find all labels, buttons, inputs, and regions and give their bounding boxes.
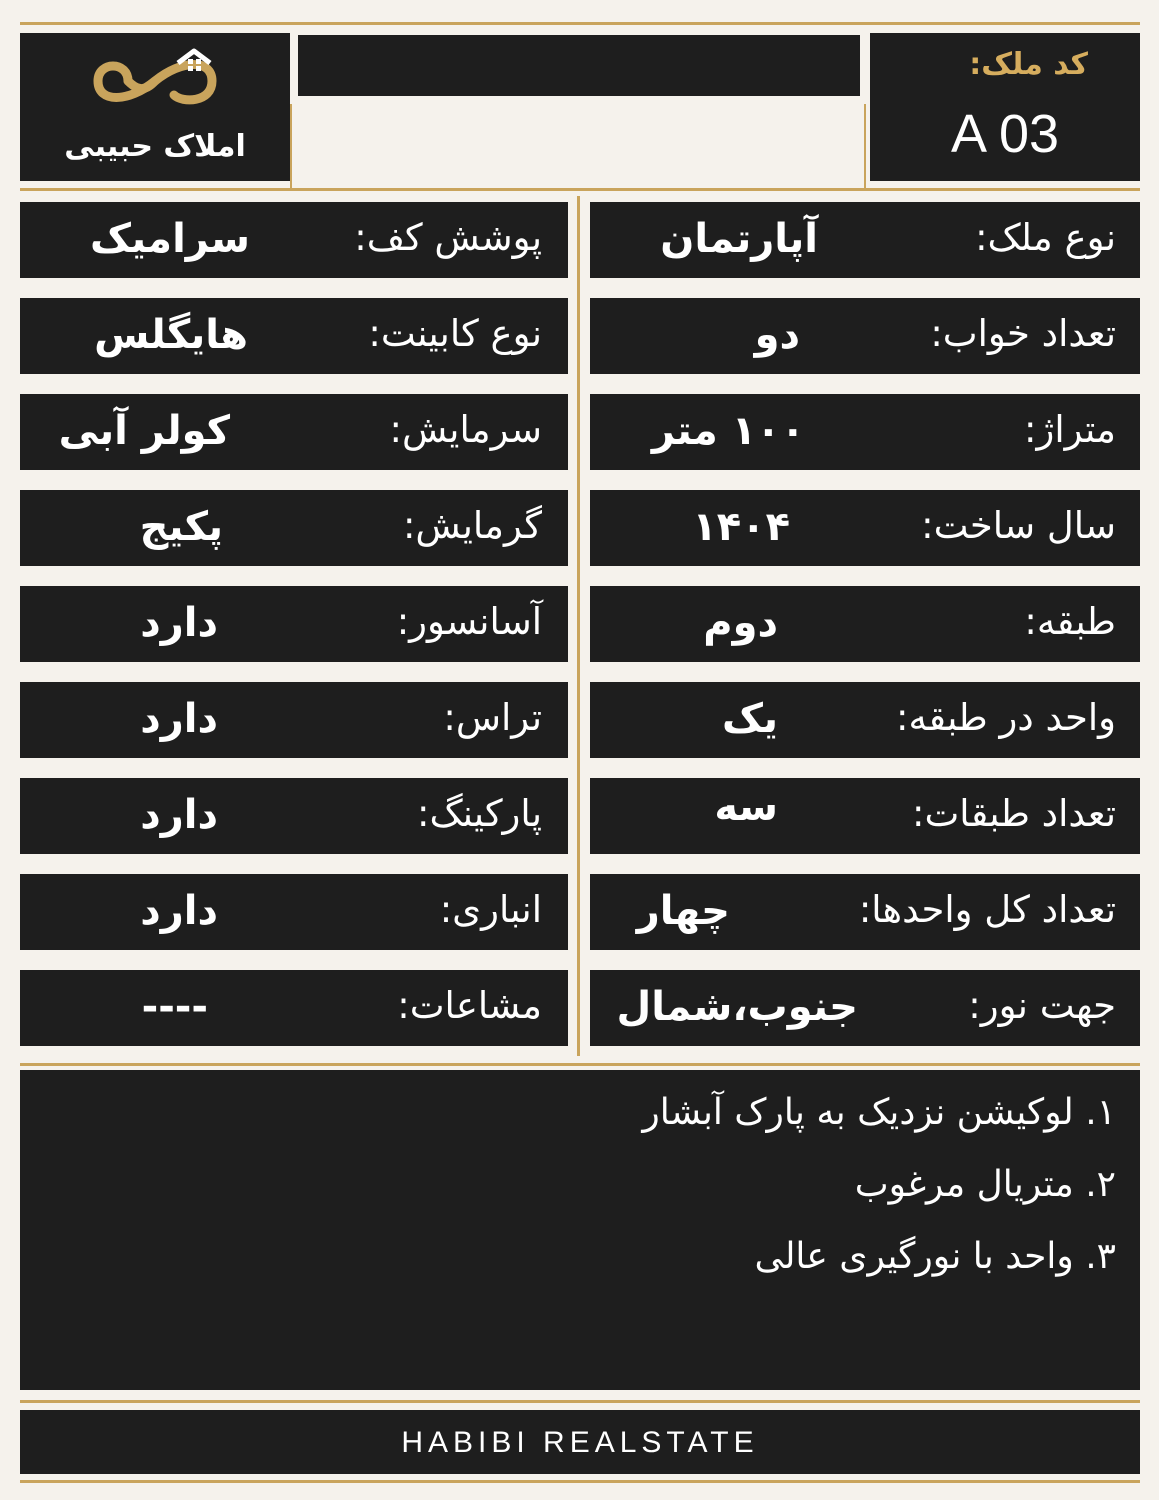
row-value: دارد — [140, 888, 218, 934]
row-value: پکیج — [139, 504, 223, 550]
row-property-type — [590, 202, 1140, 278]
row-label: آسانسور: — [396, 600, 542, 643]
note-item: ۲. متریال مرغوب — [854, 1164, 1116, 1205]
row-value: یک — [722, 696, 778, 742]
row-label: طبقه: — [1024, 600, 1116, 643]
notes-panel — [20, 1070, 1140, 1390]
row-value: ۱۴۰۴ — [692, 504, 790, 550]
row-label: مشاعات: — [397, 984, 542, 1027]
row-terrace — [20, 682, 568, 758]
row-value: ---- — [141, 984, 208, 1030]
row-label: تراس: — [443, 696, 542, 739]
row-parking — [20, 778, 568, 854]
row-bedrooms — [590, 298, 1140, 374]
infinity-house-logo-icon — [88, 41, 222, 125]
row-label: گرمایش: — [402, 504, 542, 547]
logo-panel — [20, 33, 290, 181]
notes-gold-line — [20, 1063, 1140, 1066]
row-label: واحد در طبقه: — [896, 696, 1116, 739]
row-total-floors — [590, 778, 1140, 854]
row-value: کولر آبی — [58, 408, 230, 454]
row-label: نوع کابینت: — [368, 312, 542, 355]
row-cabinet-type — [20, 298, 568, 374]
row-value: ۱۰۰ متر — [651, 408, 805, 454]
row-label: تعداد طبقات: — [912, 792, 1116, 835]
row-total-units — [590, 874, 1140, 950]
row-area — [590, 394, 1140, 470]
row-value: دوم — [703, 600, 778, 646]
row-value: هایگلس — [94, 312, 248, 358]
row-label: پوشش کف: — [354, 216, 542, 259]
row-label: جهت نور: — [968, 984, 1116, 1027]
title-frame — [290, 104, 866, 190]
footer-gold-line-bottom — [20, 1480, 1140, 1483]
row-label: انباری: — [439, 888, 542, 931]
row-label: سال ساخت: — [921, 504, 1116, 547]
row-units-per-floor — [590, 682, 1140, 758]
title-bar — [298, 35, 860, 96]
row-heating — [20, 490, 568, 566]
row-cooling — [20, 394, 568, 470]
logo-text: املاک حبیبی — [64, 129, 246, 164]
row-storage — [20, 874, 568, 950]
row-label: تعداد کل واحدها: — [858, 888, 1116, 931]
footer-brand: HABIBI REALSTATE — [401, 1426, 759, 1459]
row-value: سه — [714, 784, 778, 830]
row-value: سرامیک — [90, 216, 250, 262]
row-value: چهار — [636, 888, 730, 934]
property-code-value: A 03 — [950, 104, 1060, 164]
row-value: جنوب،شمال — [616, 984, 858, 1030]
property-code-panel — [870, 33, 1140, 181]
row-value: دارد — [140, 792, 218, 838]
row-elevator — [20, 586, 568, 662]
row-floor — [590, 586, 1140, 662]
center-divider — [577, 196, 580, 1056]
row-label: سرمایش: — [389, 408, 542, 451]
row-value: آپارتمان — [660, 216, 818, 262]
row-value: دو — [754, 312, 800, 358]
row-label: نوع ملک: — [975, 216, 1116, 259]
property-code-label: کد ملک: — [969, 47, 1088, 82]
row-light-direction — [590, 970, 1140, 1046]
row-common-areas — [20, 970, 568, 1046]
note-item: ۳. واحد با نورگیری عالی — [754, 1236, 1116, 1277]
row-value: دارد — [140, 600, 218, 646]
row-value: دارد — [140, 696, 218, 742]
row-label: متراژ: — [1023, 408, 1116, 451]
note-item: ۱. لوکیشن نزدیک به پارک آبشار — [642, 1092, 1116, 1133]
footer-panel — [20, 1410, 1140, 1474]
row-flooring — [20, 202, 568, 278]
row-label: تعداد خواب: — [930, 312, 1116, 355]
row-build-year — [590, 490, 1140, 566]
footer-gold-line-top — [20, 1400, 1140, 1403]
row-label: پارکینگ: — [417, 792, 542, 835]
top-gold-line — [20, 22, 1140, 25]
